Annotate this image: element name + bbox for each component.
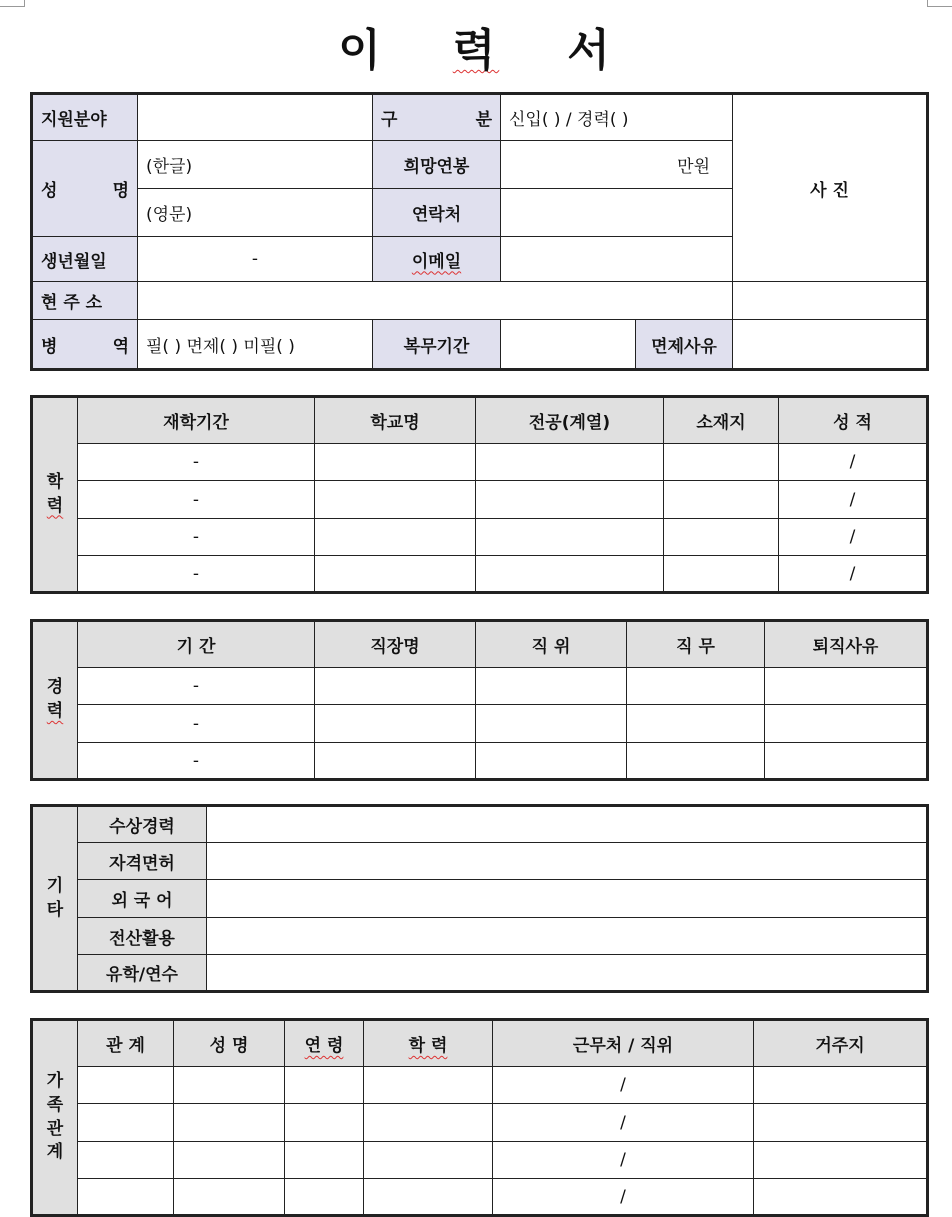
other-item-label: 유학/연수 — [78, 955, 207, 992]
age-cell[interactable] — [285, 1142, 364, 1179]
major-cell[interactable] — [476, 519, 664, 556]
licenses-input[interactable] — [207, 843, 928, 880]
relation-cell[interactable] — [78, 1179, 174, 1216]
education-header: 전공(계열) — [476, 397, 664, 444]
career-table — [30, 619, 929, 781]
grade-cell[interactable]: / — [779, 444, 928, 481]
page-corner-right — [927, 0, 952, 7]
education-header: 재학기간 — [78, 397, 315, 444]
age-cell[interactable] — [285, 1179, 364, 1216]
duty-cell[interactable] — [627, 705, 765, 743]
workplace-cell[interactable]: / — [493, 1179, 754, 1216]
career-header: 퇴직사유 — [765, 621, 928, 668]
family-header: 관 계 — [78, 1020, 174, 1067]
photo-box-bottom — [733, 282, 928, 320]
age-cell[interactable] — [285, 1104, 364, 1142]
salary-unit[interactable]: 만원 — [501, 141, 733, 189]
duty-cell[interactable] — [627, 743, 765, 780]
education-cell[interactable] — [364, 1179, 493, 1216]
other-side-label: 기 타 — [32, 806, 78, 992]
location-cell[interactable] — [664, 481, 779, 519]
location-cell[interactable] — [664, 556, 779, 593]
age-cell[interactable] — [285, 1067, 364, 1104]
education-period[interactable]: - — [78, 444, 315, 481]
education-cell[interactable] — [364, 1067, 493, 1104]
school-cell[interactable] — [315, 519, 476, 556]
school-cell[interactable] — [315, 481, 476, 519]
residence-cell[interactable] — [754, 1067, 928, 1104]
education-side-label: 학 력 — [32, 397, 78, 593]
category-label: 구 분 — [373, 94, 501, 141]
company-cell[interactable] — [315, 743, 476, 780]
name-cell[interactable] — [174, 1142, 285, 1179]
languages-input[interactable] — [207, 880, 928, 918]
computer-skills-input[interactable] — [207, 918, 928, 955]
family-side-label: 가 족 관 계 — [32, 1020, 78, 1216]
relation-cell[interactable] — [78, 1067, 174, 1104]
education-period[interactable]: - — [78, 519, 315, 556]
education-cell[interactable] — [364, 1142, 493, 1179]
name-korean[interactable]: (한글) — [138, 141, 373, 189]
photo-box[interactable]: 사 진 — [733, 94, 928, 282]
exemption-reason-input[interactable] — [733, 320, 928, 370]
field-input[interactable] — [138, 94, 373, 141]
family-header: 학 력 — [364, 1020, 493, 1067]
table-row — [32, 1104, 928, 1142]
school-cell[interactable] — [315, 556, 476, 593]
relation-cell[interactable] — [78, 1142, 174, 1179]
table-row — [32, 444, 928, 481]
career-header: 직장명 — [315, 621, 476, 668]
table-row — [32, 743, 928, 780]
grade-cell[interactable]: / — [779, 519, 928, 556]
military-label: 병 역 — [32, 320, 138, 370]
name-label: 성 명 — [32, 141, 138, 237]
page-corner-left — [0, 0, 25, 7]
table-row — [32, 519, 928, 556]
residence-cell[interactable] — [754, 1104, 928, 1142]
service-period-input[interactable] — [501, 320, 636, 368]
military-value[interactable]: 필( ) 면제( ) 미필( ) — [138, 320, 373, 370]
company-cell[interactable] — [315, 668, 476, 705]
workplace-cell[interactable]: / — [493, 1104, 754, 1142]
contact-input[interactable] — [501, 189, 733, 237]
career-period[interactable]: - — [78, 668, 315, 705]
table-row — [32, 481, 928, 519]
position-cell[interactable] — [476, 705, 627, 743]
relation-cell[interactable] — [78, 1104, 174, 1142]
name-cell[interactable] — [174, 1104, 285, 1142]
other-item-label: 전산활용 — [78, 918, 207, 955]
family-header: 거주지 — [754, 1020, 928, 1067]
residence-cell[interactable] — [754, 1142, 928, 1179]
title-char-2: 력 — [452, 25, 500, 76]
education-period[interactable]: - — [78, 556, 315, 593]
residence-cell[interactable] — [754, 1179, 928, 1216]
personal-info-table — [30, 92, 929, 371]
education-header: 성 적 — [779, 397, 928, 444]
family-header: 연 령 — [285, 1020, 364, 1067]
birth-label: 생년월일 — [32, 237, 138, 282]
school-cell[interactable] — [315, 444, 476, 481]
workplace-cell[interactable]: / — [493, 1142, 754, 1179]
name-english[interactable]: (영문) — [138, 189, 373, 237]
service-period-label: 복무기간 — [373, 320, 501, 370]
company-cell[interactable] — [315, 705, 476, 743]
contact-label: 연락처 — [373, 189, 501, 237]
education-period[interactable]: - — [78, 481, 315, 519]
birth-value[interactable]: - — [138, 237, 373, 282]
grade-cell[interactable]: / — [779, 481, 928, 519]
grade-cell[interactable]: / — [779, 556, 928, 593]
title-char-3: 서 — [567, 25, 614, 76]
address-input[interactable] — [138, 282, 733, 320]
career-period[interactable]: - — [78, 705, 315, 743]
salary-label: 희망연봉 — [373, 141, 501, 189]
major-cell[interactable] — [476, 444, 664, 481]
leave-reason-cell[interactable] — [765, 668, 928, 705]
education-header: 학교명 — [315, 397, 476, 444]
career-period[interactable]: - — [78, 743, 315, 780]
workplace-cell[interactable]: / — [493, 1067, 754, 1104]
education-header: 소재지 — [664, 397, 779, 444]
major-cell[interactable] — [476, 556, 664, 593]
exemption-reason-label: 면제사유 — [636, 320, 732, 368]
title-char-1: 이 — [338, 25, 385, 76]
career-header: 기 간 — [78, 621, 315, 668]
location-cell[interactable] — [664, 519, 779, 556]
other-item-label: 자격면허 — [78, 843, 207, 880]
table-row — [32, 668, 928, 705]
other-item-label: 수상경력 — [78, 806, 207, 843]
awards-input[interactable] — [207, 806, 928, 843]
category-value[interactable]: 신입( ) / 경력( ) — [501, 94, 733, 141]
position-cell[interactable] — [476, 743, 627, 780]
location-cell[interactable] — [664, 444, 779, 481]
major-cell[interactable] — [476, 481, 664, 519]
table-row — [32, 1179, 928, 1216]
family-table — [30, 1018, 929, 1217]
education-table — [30, 395, 929, 594]
family-header: 근무처 / 직위 — [493, 1020, 754, 1067]
other-table — [30, 804, 929, 993]
field-label: 지원분야 — [32, 94, 138, 141]
table-row — [32, 556, 928, 593]
table-row — [32, 1067, 928, 1104]
leave-reason-cell[interactable] — [765, 743, 928, 780]
study-abroad-input[interactable] — [207, 955, 928, 992]
career-side-label: 경 력 — [32, 621, 78, 780]
family-header: 성 명 — [174, 1020, 285, 1067]
name-cell[interactable] — [174, 1179, 285, 1216]
position-cell[interactable] — [476, 668, 627, 705]
career-header: 직 위 — [476, 621, 627, 668]
table-row — [32, 1142, 928, 1179]
service-period-group — [501, 320, 733, 370]
table-row — [32, 705, 928, 743]
education-cell[interactable] — [364, 1104, 493, 1142]
name-cell[interactable] — [174, 1067, 285, 1104]
leave-reason-cell[interactable] — [765, 705, 928, 743]
email-input[interactable] — [501, 237, 733, 282]
duty-cell[interactable] — [627, 668, 765, 705]
document-title — [0, 14, 952, 78]
email-label: 이메일 — [373, 237, 501, 282]
career-header: 직 무 — [627, 621, 765, 668]
address-label: 현 주 소 — [32, 282, 138, 320]
other-item-label: 외 국 어 — [78, 880, 207, 918]
